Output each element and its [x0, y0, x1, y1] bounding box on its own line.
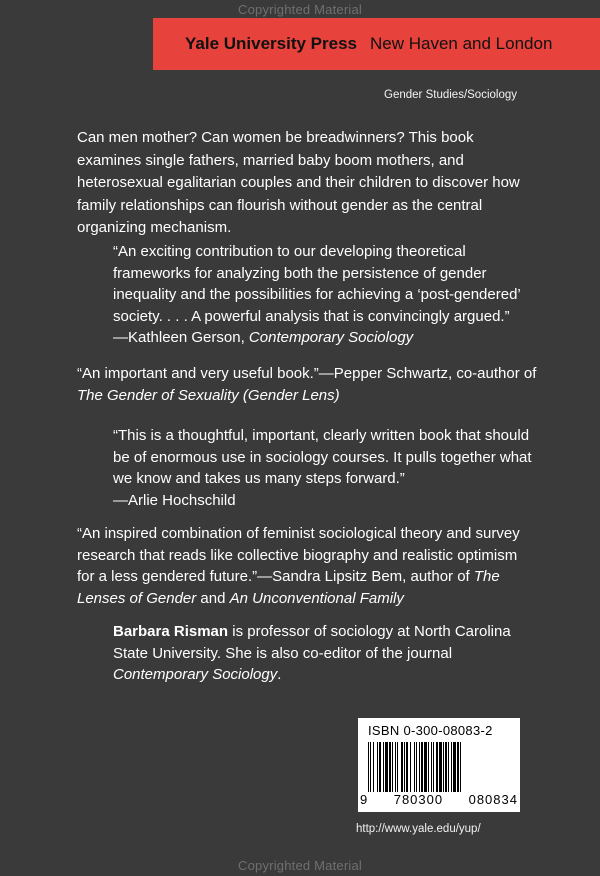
publisher-name: Yale University Press	[185, 34, 358, 53]
author-name: Barbara Risman	[113, 623, 229, 640]
quote-gerson	[113, 241, 533, 349]
quote-text: “An inspired combination of feminist sociological theory and survey research that reads like collective biography and realistic optimism for a less gendered future.”—Sandra Lipsitz Bem, author of	[77, 525, 520, 585]
barcode-icon	[368, 742, 510, 792]
quote-source: Contemporary Sociology	[248, 329, 414, 346]
quote-text: “This is a thoughtful, important, clearly written book that should be of enormous use in sociology courses. It pulls together what we know and takes us many steps forward.”	[113, 427, 532, 487]
quote-source: An Unconventional Family	[229, 589, 404, 607]
book-blurb: Can men mother? Can women be breadwinners? This book examines single fathers, married baby boom mothers, and heterosexual egalitarian couples and their children to discover how family relationships can flourish without gender as the central organizing mechanism.	[77, 129, 520, 236]
barcode-digits	[360, 792, 518, 807]
author-bio-end: .	[277, 666, 282, 683]
quote-schwartz	[77, 363, 537, 406]
quote-text: “An important and very useful book.”—Pepper Schwartz, co-author of	[77, 365, 537, 382]
quote-bem	[77, 523, 537, 609]
quote-hochschild	[113, 425, 533, 511]
publisher-banner	[153, 18, 600, 70]
quote-attribution: —Kathleen Gerson,	[113, 329, 249, 346]
isbn-label: ISBN 0-300-08083-2	[368, 723, 493, 738]
quote-attribution: —Arlie Hochschild	[113, 491, 236, 509]
barcode-group-1: 780300	[393, 792, 444, 807]
barcode-group-2: 080834	[468, 792, 518, 807]
author-bio	[113, 621, 533, 686]
publisher-city: New Haven and London	[370, 34, 553, 53]
category-label: Gender Studies/Sociology	[384, 89, 517, 101]
quote-joiner: and	[196, 589, 230, 607]
publisher-url: http://www.yale.edu/yup/	[356, 823, 481, 835]
watermark-bottom: Copyrighted Material	[238, 858, 362, 873]
barcode-lead-digit: 9	[360, 792, 369, 807]
author-journal: Contemporary Sociology	[113, 666, 278, 683]
watermark-top: Copyrighted Material	[238, 2, 362, 17]
author-bio-text: is professor of sociology at North Carolina State University. She is also co-editor of the journal	[113, 623, 511, 662]
quote-source: The Lenses of Gender	[77, 568, 500, 607]
barcode-box	[358, 718, 520, 812]
quote-source: The Gender of Sexuality (Gender Lens)	[77, 386, 340, 404]
quote-text: “An exciting contribution to our developing theoretical frameworks for analyzing both the persistence of gender inequality and the possibilities for achieving a ‘post-gendered’ society. . . . A powerful analysis that is convincingly argued.”	[113, 243, 521, 325]
